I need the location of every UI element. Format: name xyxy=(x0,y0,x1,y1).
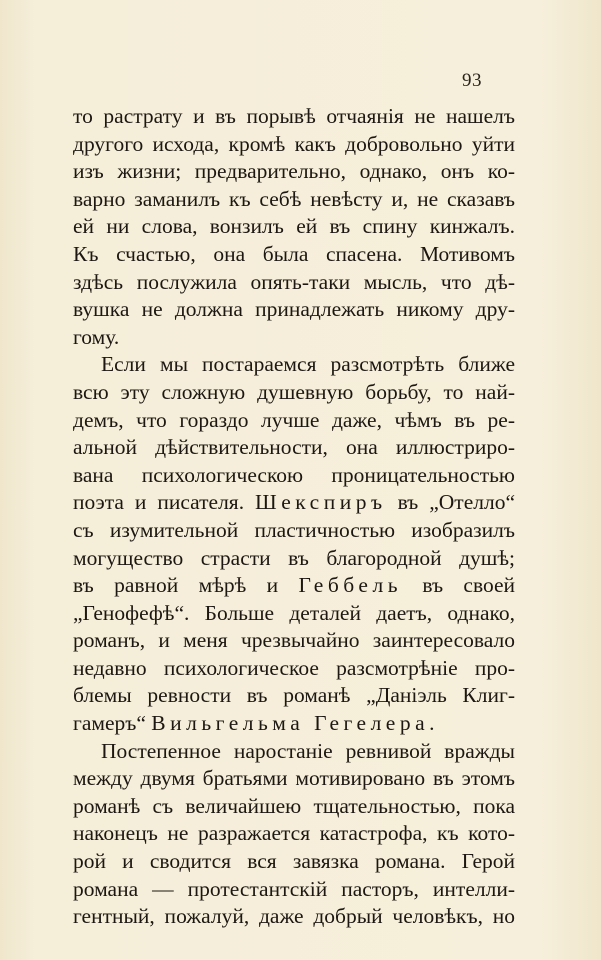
paragraph-first-line: Если мы постараемся разсмотрѣть ближе xyxy=(101,352,515,377)
text-line xyxy=(73,572,515,600)
text-line: блемы ревности въ романѣ „Даніэль Клиг- xyxy=(73,683,515,708)
text-line xyxy=(73,489,515,517)
text-line: романа — протестантскій пасторъ, интелли- xyxy=(73,876,515,901)
text-line: гентный, пожалуй, даже добрый человѣкъ, но xyxy=(73,904,515,929)
text-line: наконецъ не разражается катастрофа, къ кото- xyxy=(73,821,515,846)
text-line: вушка не должна принадлежать никому дру- xyxy=(73,297,515,322)
text-segment: поэта и писателя. xyxy=(73,490,245,515)
text-segment: въ своей xyxy=(422,573,515,598)
text-line: здѣсь послужила опять-таки мысль, что дѣ- xyxy=(73,269,515,294)
text-line xyxy=(73,710,515,738)
text-line: всю эту сложную душевную борьбу, то най- xyxy=(73,379,515,404)
text-line: демъ, что гораздо лучше даже, чѣмъ въ ре- xyxy=(73,407,515,432)
author-name-hebbel: Геббель xyxy=(298,573,403,598)
text-line: романѣ съ величайшею тщательностью, пока xyxy=(73,793,515,818)
text-line: недавно психологическое разсмотрѣніе про- xyxy=(73,655,515,680)
text-line: варно заманилъ къ себѣ невѣсту и, не сказавъ xyxy=(73,186,515,211)
text-segment: гамеръ“ xyxy=(73,711,146,736)
text-line: изъ жизни; предварительно, однако, онъ ко- xyxy=(73,159,515,184)
page-number: 93 xyxy=(462,70,482,91)
text-segment: въ „Отелло“ xyxy=(397,490,515,515)
body-text xyxy=(73,103,515,931)
text-line: съ изумительной пластичностью изобразилъ xyxy=(73,517,515,542)
text-line: то растрату и въ порывѣ отчаянія не нашелъ xyxy=(73,104,515,128)
text-line: другого исхода, кромѣ какъ добровольно уйти xyxy=(73,131,515,156)
author-name-shakespeare: Шекспиръ xyxy=(255,490,387,515)
text-line: Къ счастью, она была спасена. Мотивомъ xyxy=(73,241,515,266)
text-segment: въ равной мѣрѣ и xyxy=(73,573,279,598)
text-line: между двумя братьями мотивировано въ этомъ xyxy=(73,766,515,791)
text-line: ей ни слова, вонзилъ ей въ спину кинжалъ. xyxy=(73,214,515,239)
paragraph-first-line: Постепенное наростаніе ревнивой вражды xyxy=(101,738,515,763)
text-line: вана психологическою проницательностью xyxy=(73,462,515,487)
text-line: гому. xyxy=(73,324,120,349)
text-line: романъ, и меня чрезвычайно заинтересовало xyxy=(73,628,515,653)
text-line: рой и сводится вся завязка романа. Герой xyxy=(73,849,515,874)
text-line: могущество страсти въ благородной душѣ; xyxy=(73,545,515,570)
author-name-hegeler: Вильгельма Гегелера. xyxy=(151,711,440,736)
text-line: „Генофефѣ“. Больше деталей даетъ, однако, xyxy=(73,600,515,625)
text-line: альной дѣйствительности, она иллюстриро- xyxy=(73,435,515,460)
